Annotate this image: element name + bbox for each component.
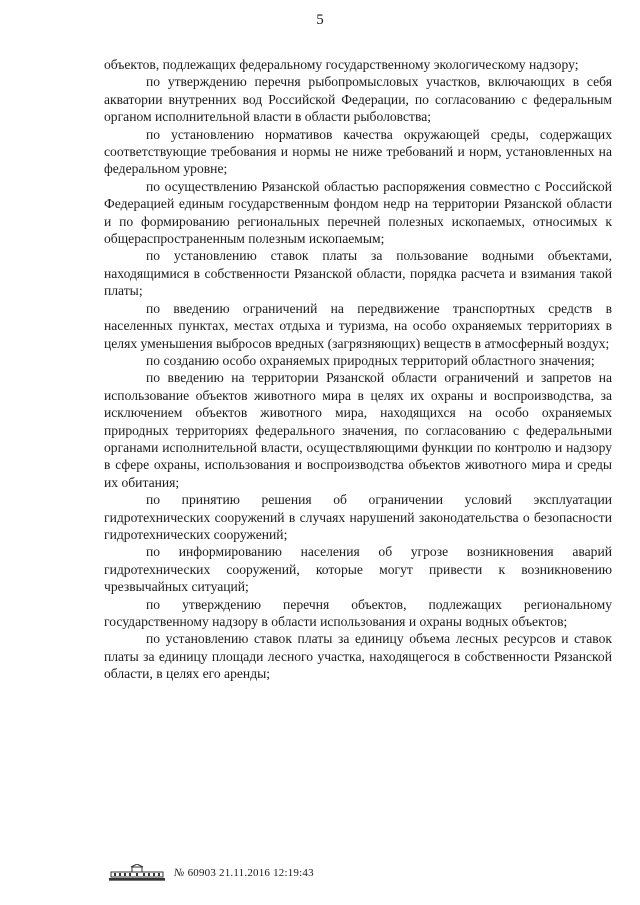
paragraph: по введению ограничений на передвижение транспортных средств в населенных пунктах, местах отдыха и туризма, на особо охраняемых территориях в целях уменьшения выбросов вредных (загрязняющих) веществ в атмосферный воздух;	[104, 300, 612, 351]
building-logo-icon	[108, 864, 166, 882]
registration-stamp	[174, 867, 314, 879]
page-number: 5	[316, 12, 324, 28]
number-sign: №	[174, 867, 185, 879]
paragraph: по принятию решения об ограничении условий эксплуатации гидротехнических сооружений в случаях нарушений законодательства о безопасности гидротехнических сооружений;	[104, 492, 612, 542]
paragraph: по установлению ставок платы за пользование водными объектами, находящимися в собственности Рязанской области, порядка расчета и взимания такой платы;	[104, 248, 612, 299]
paragraph: по установлению ставок платы за единицу объема лесных ресурсов и ставок платы за единицу площади лесного участка, находящегося в собственности Рязанской области, в целях его аренды;	[104, 631, 612, 682]
paragraph: по установлению нормативов качества окружающей среды, содержащих соответствующие требования и нормы не ниже требований и норм, установленных на федеральном уровне;	[104, 126, 612, 177]
registration-number-datetime: 60903 21.11.2016 12:19:43	[187, 867, 314, 879]
paragraph: по созданию особо охраняемых природных территорий областного значения;	[146, 352, 595, 368]
paragraph: по осуществлению Рязанской областью распоряжения совместно с Российской Федерацией единым государственным фондом недр на территории Рязанской области и по формированию региональных перечней полезных ископаемых, относимых к общераспространенным полезным ископаемым;	[104, 178, 612, 247]
paragraph: по утверждению перечня рыбопромысловых участков, включающих в себя акватории внутренних вод Российской Федерации, по согласованию с федеральным органом исполнительной власти в области рыболовства;	[104, 74, 612, 125]
paragraph: по введению на территории Рязанской области ограничений и запретов на использование объектов животного мира в целях их охраны и воспроизводства, за исключением объектов животного мира, находящихся на особо охраняемых природных территориях федерального значения, по согласованию с федеральными органами исполнительной власти, осуществляющими функции по контролю и надзору в сфере охраны, использования и воспроизводства объектов животного мира и среды их обитания;	[104, 370, 612, 490]
paragraph: по информированию населения об угрозе возникновения аварий гидротехнических сооружений, которые могут привести к возникновению чрезвычайных ситуаций;	[104, 544, 612, 595]
registration-footer	[108, 864, 314, 882]
document-body	[104, 56, 612, 683]
paragraph: по утверждению перечня объектов, подлежащих региональному государственному надзору в области использования и охраны водных объектов;	[104, 596, 612, 629]
paragraph: объектов, подлежащих федеральному государственному экологическому надзору;	[104, 57, 579, 72]
